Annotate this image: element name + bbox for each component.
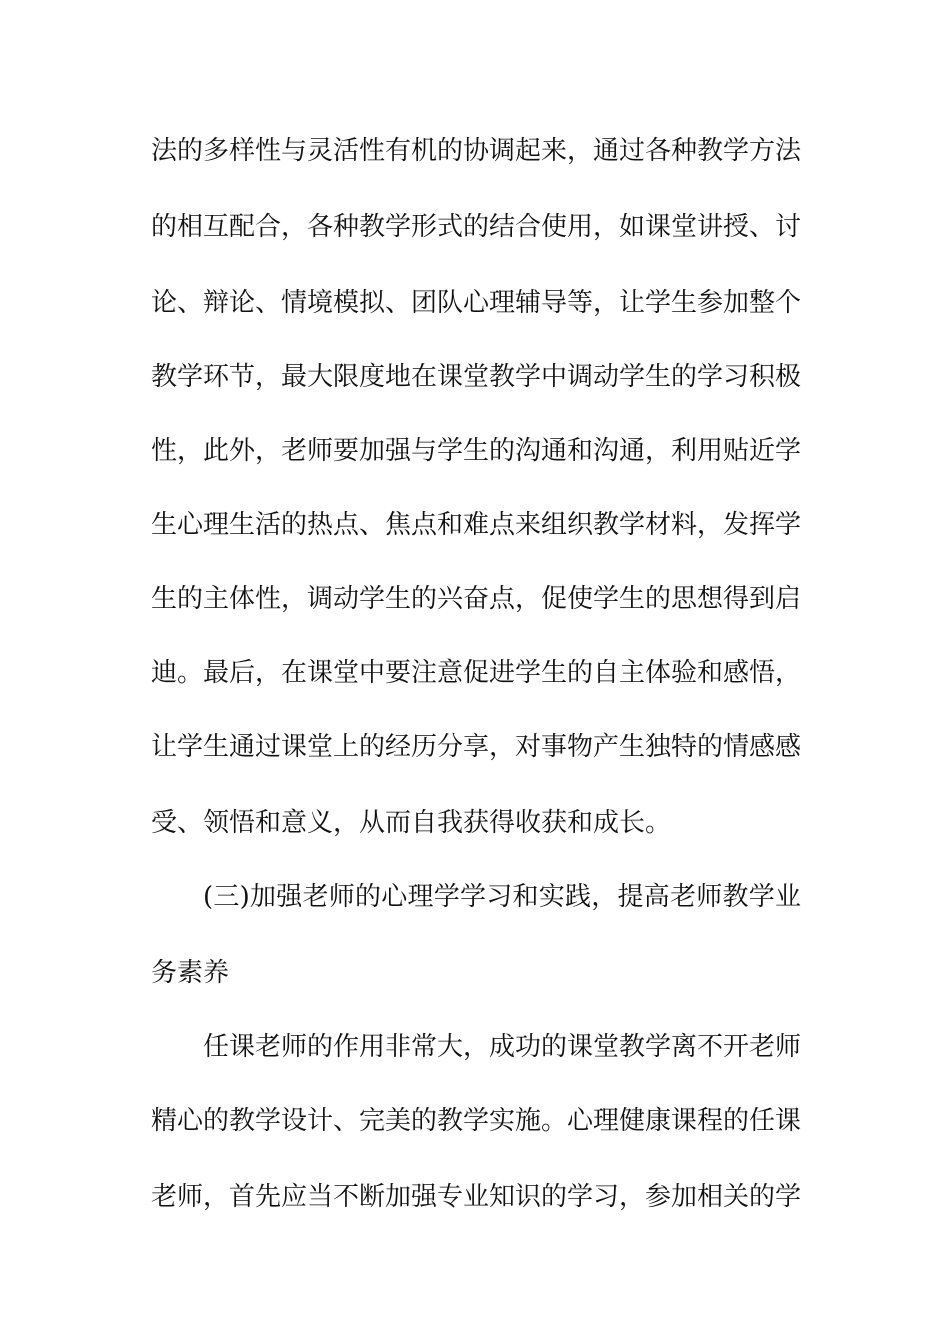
text-line: 精心的教学设计、完美的教学实施。心理健康课程的任课 bbox=[151, 1106, 802, 1136]
text-line: 老师，首先应当不断加强专业知识的学习，参加相关的学 bbox=[151, 1182, 802, 1212]
section-heading-line: 务素养 bbox=[151, 958, 230, 988]
text-line: 任课老师的作用非常大，成功的课堂教学离不开老师 bbox=[203, 1032, 802, 1062]
text-line: 受、领悟和意义，从而自我获得收获和成长。 bbox=[151, 808, 672, 838]
text-line: 教学环节，最大限度地在课堂教学中调动学生的学习积极 bbox=[151, 362, 802, 392]
section-heading-line: (三)加强老师的心理学学习和实践，提高老师教学业 bbox=[203, 882, 801, 912]
text-line: 迪。最后，在课堂中要注意促进学生的自主体验和感悟， bbox=[151, 658, 802, 688]
text-line: 生的主体性，调动学生的兴奋点，促使学生的思想得到启 bbox=[151, 584, 802, 614]
text-line: 法的多样性与灵活性有机的协调起来，通过各种教学方法 bbox=[151, 136, 802, 166]
text-line: 论、辩论、情境模拟、团队心理辅导等，让学生参加整个 bbox=[151, 288, 802, 318]
text-line: 让学生通过课堂上的经历分享，对事物产生独特的情感感 bbox=[151, 732, 802, 762]
text-line: 的相互配合，各种教学形式的结合使用，如课堂讲授、讨 bbox=[151, 212, 802, 242]
text-line: 生心理生活的热点、焦点和难点来组织教学材料，发挥学 bbox=[151, 510, 802, 540]
text-line: 性，此外，老师要加强与学生的沟通和沟通，利用贴近学 bbox=[151, 436, 802, 466]
